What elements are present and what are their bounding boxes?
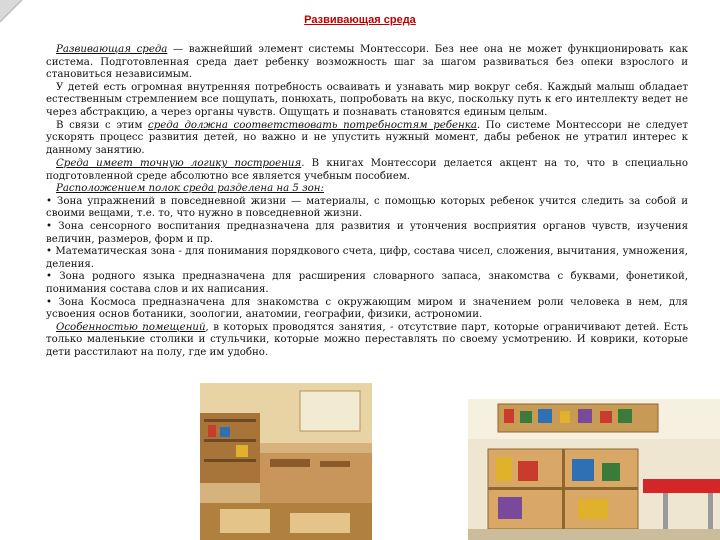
zone-item: • Зона Космоса предназначена для знакомства с окружающим миром и значением роли человека в нем, для усвоения основ ботаники, зоологии, анатомии, географии, физики, астрономии. — [46, 296, 688, 321]
paragraph-logic: Среда имеет точную логику построения. В книгах Монтессори делается акцент на то, что в специально подготовленной среде абсолютно все является учебным пособием. — [46, 158, 689, 182]
page-title: Развивающая среда — [304, 14, 416, 26]
paragraph-intro: Развивающая среда — важнейший элемент системы Монтессори. Без нее она не может функционировать как система. Подготовленная среда дает ребенку возможность шаг за шагом развиваться без опеки взрослого и становиться независимым. — [46, 44, 688, 81]
zone-item: • Зона сенсорного воспитания предназначена для развития и утончения восприятия органов чувств, изучения величин, размеров, форм и пр. — [46, 220, 688, 245]
classroom-photo-1 — [200, 383, 372, 540]
zone-item: • Математическая зона - для понимания порядкового счета, цифр, состава чисел, сложения, вычитания, умножения, деления. — [46, 246, 688, 270]
text-block-intro — [46, 44, 688, 157]
paragraph-child-needs: В связи с этим среда должна соответствовать потребностям ребенка. По системе Монтессори не следует ускорять процесс развития детей, но важно и не упустить нужный момент, дабы ребенок не утратил интерес к данному занятию. — [46, 119, 689, 156]
zone-item: • Зона упражнений в повседневной жизни — материалы, с помощью которых ребенок учится следить за собой и своими вещами, т.е. то, что нужно в повседневной жизни. — [46, 195, 688, 220]
text-block-zones — [46, 158, 688, 360]
zone-item: • Зона родного языка предназначена для расширения словарного запаса, знакомства с буквами, фонетикой, понимания состава слов и их написания. — [46, 271, 688, 295]
paragraph-need-to-explore: У детей есть огромная внутренняя потребность осваивать и узнавать мир вокруг себя. Каждый малыш обладает естественным стремлением все пощупать, понюхать, попробовать на вкус, поскольку путь к его интеллекту ведет не через абстракцию, а через органы чувств. Ощущать и познавать становятся единым целым. — [46, 81, 688, 118]
term-developing-environment: Развивающая среда — [56, 44, 168, 55]
classroom-photo-2 — [468, 399, 720, 540]
paragraph-zones-heading: Расположением полок среда разделена на 5 зон: — [56, 183, 324, 195]
paragraph-room-features: Особенностью помещений, в которых проводятся занятия, - отсутствие парт, которые ограничивают детей. Есть только маленькие столики и стульчики, которые можно переставлять по своему усмотрению. И коврики, которые дети расстилают на полу, где им удобно. — [46, 321, 688, 358]
